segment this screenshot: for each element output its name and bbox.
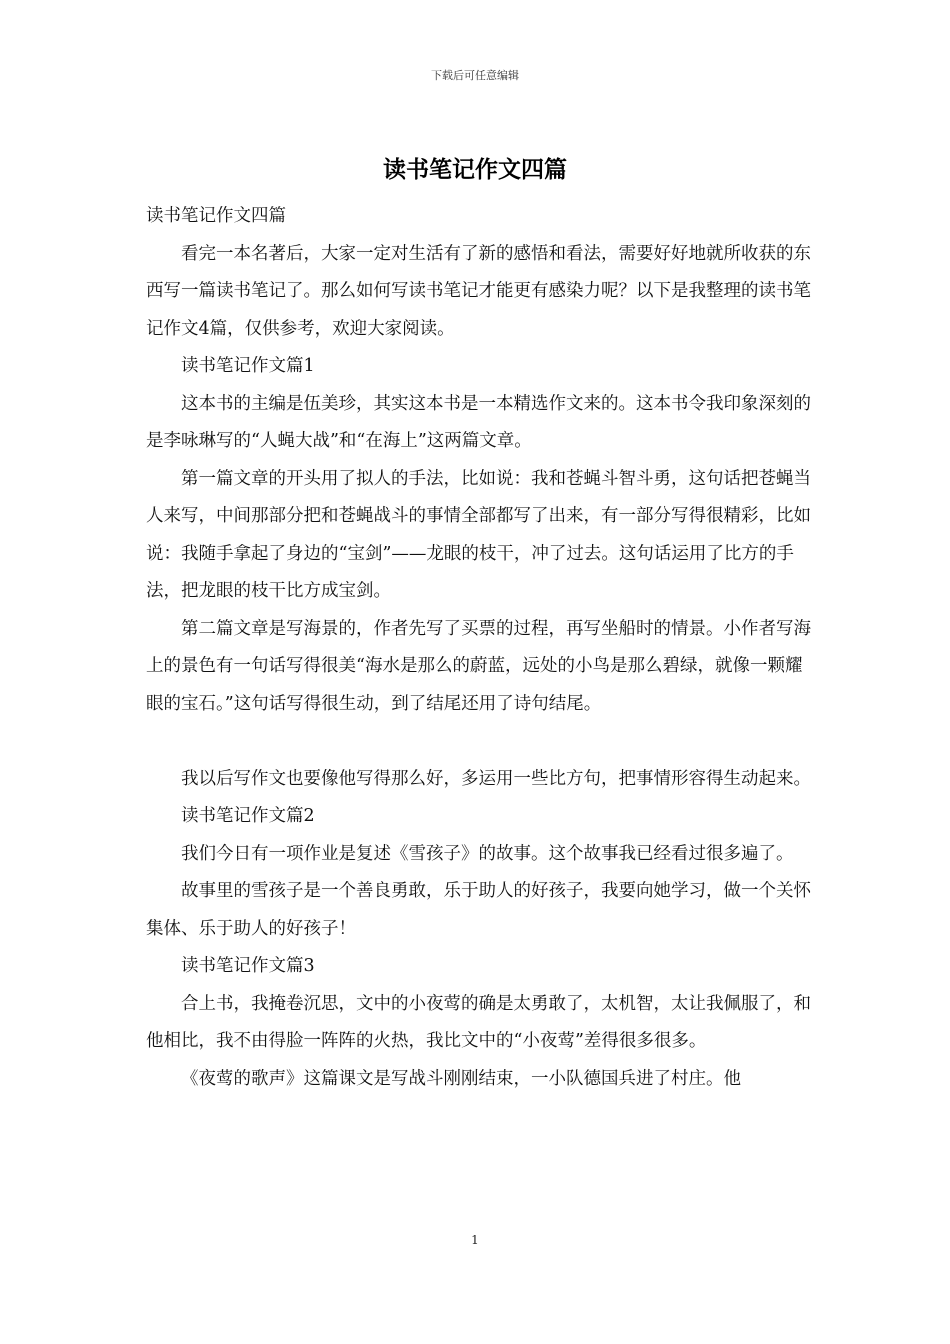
body-paragraph: 这本书的主编是伍美珍，其实这本书是一本精选作文来的。这本书令我印象深刻的是李咏琳写的“人蝇大战”和“在海上”这两篇文章。 [146,393,811,451]
document-body [146,198,814,1098]
section-heading-1: 读书笔记作文篇1 [181,356,315,376]
subtitle-paragraph: 读书笔记作文四篇 [146,206,286,226]
body-paragraph: 我们今日有一项作业是复述《雪孩子》的故事。这个故事我已经看过很多遍了。 [181,843,794,864]
body-paragraph: 故事里的雪孩子是一个善良勇敢，乐于助人的好孩子，我要向她学习，做一个关怀集体、乐于助人的好孩子！ [146,881,811,939]
intro-paragraph: 看完一本名著后，大家一定对生活有了新的感悟和看法，需要好好地就所收获的东西写一篇读书笔记了。那么如何写读书笔记才能更有感染力呢？以下是我整理的读书笔记作文4篇，仅供参考，欢迎大家阅读。 [146,243,811,339]
header-note: 下载后可任意编辑 [431,69,519,82]
section-heading-3: 读书笔记作文篇3 [181,956,315,976]
body-paragraph: 《夜莺的歌声》这篇课文是写战斗刚刚结束，一小队德国兵进了村庄。他 [181,1068,741,1089]
body-paragraph: 第二篇文章是写海景的，作者先写了买票的过程，再写坐船时的情景。小作者写海上的景色有一句话写得很美“海水是那么的蔚蓝，远处的小鸟是那么碧绿，就像一颗耀眼的宝石。”这句话写得很生动，到了结尾还用了诗句结尾。 [146,618,811,714]
body-paragraph: 合上书，我掩卷沉思，文中的小夜莺的确是太勇敢了，太机智，太让我佩服了，和他相比，我不由得脸一阵阵的火热，我比文中的“小夜莺”差得很多很多。 [146,993,811,1051]
body-paragraph: 第一篇文章的开头用了拟人的手法，比如说：我和苍蝇斗智斗勇，这句话把苍蝇当人来写，中间那部分把和苍蝇战斗的事情全部都写了出来，有一部分写得很精彩，比如说：我随手拿起了身边的“宝剑”——龙眼的枝干，冲了过去。这句话运用了比方的手法，把龙眼的枝干比方成宝剑。 [146,468,811,601]
paragraph-gap [146,723,814,761]
section-heading-2: 读书笔记作文篇2 [181,806,315,826]
page-number: 1 [471,1233,479,1247]
body-paragraph: 我以后写作文也要像他写得那么好，多运用一些比方句，把事情形容得生动起来。 [181,768,811,789]
document-title: 读书笔记作文四篇 [383,156,567,183]
